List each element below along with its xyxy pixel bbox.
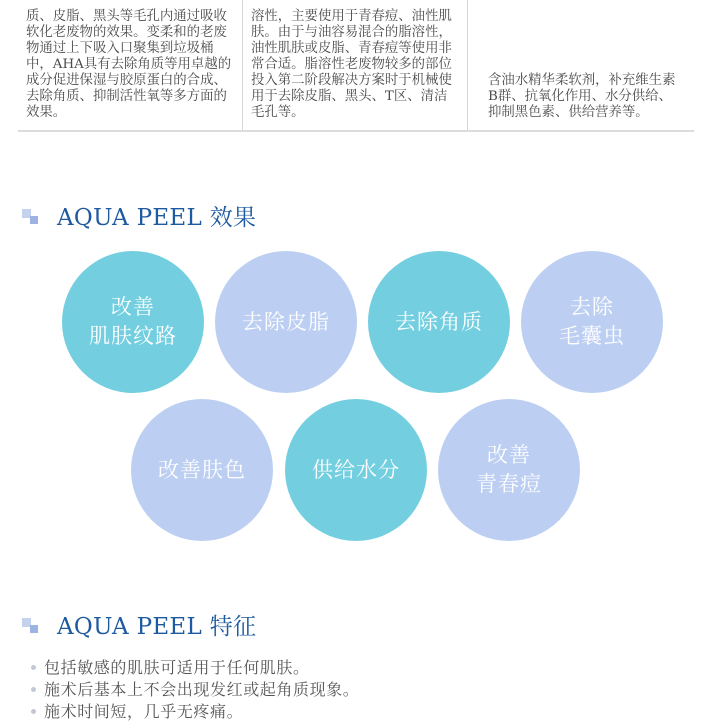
ingredient-table xyxy=(18,0,694,132)
effect-label: 去除皮脂 xyxy=(242,309,330,334)
table-cell-serum xyxy=(468,0,694,130)
effect-circle-hydration xyxy=(285,399,427,541)
table-cell-text: 含油水精华柔软剂，补充维生素B群、抗氧化作用、水分供给、抑制黑色素、供给营养等。 xyxy=(488,73,676,120)
features-section-header xyxy=(22,608,256,641)
effect-label: 去除角质 xyxy=(395,309,483,334)
effects-section-header xyxy=(22,199,256,232)
effect-circle-skin-tone xyxy=(131,399,273,541)
table-cell-aha xyxy=(18,0,243,130)
list-item: 施术时间短，几乎无疼痛。 xyxy=(30,701,359,723)
square-bullet-icon xyxy=(22,616,40,634)
features-title: AQUA PEEL 特征 xyxy=(57,614,257,640)
effect-label: 供给水分 xyxy=(312,457,400,482)
effect-label: 改善 肌肤纹路 xyxy=(89,295,177,348)
effects-title: AQUA PEEL 效果 xyxy=(57,205,257,231)
list-item: 包括敏感的肌肤可适用于任何肌肤。 xyxy=(30,657,359,679)
square-bullet-icon xyxy=(22,207,40,225)
effect-circle-demodex xyxy=(521,251,663,393)
table-cell-text: 质、皮脂、黑头等毛孔内通过吸收软化老废物的效果。变柔和的老废物通过上下吸入口聚集到垃圾桶中，AHA具有去除角质等用卓越的成分促进保湿与胶原蛋白的合成、去除角质、抑制活性氧等多方面的效果。 xyxy=(26,9,232,120)
effect-label: 改善肤色 xyxy=(158,457,246,482)
effect-circle-texture xyxy=(62,251,204,393)
features-list xyxy=(30,657,359,723)
table-cell-bha xyxy=(243,0,468,130)
effect-circle-acne xyxy=(438,399,580,541)
effect-label: 去除 毛囊虫 xyxy=(559,295,625,348)
effect-label: 改善 青春痘 xyxy=(476,443,542,496)
effect-circle-exfoliate xyxy=(368,251,510,393)
effect-circle-sebum xyxy=(215,251,357,393)
list-item: 施术后基本上不会出现发红或起角质现象。 xyxy=(30,679,359,701)
table-cell-text: 溶性，主要使用于青春痘、油性肌肤。由于与油容易混合的脂溶性，油性肌肤或皮脂、青春痘等使用非常合适。脂溶性老废物较多的部位投入第二阶段解决方案时于机械使用于去除皮脂、黑头、T区、清洁毛孔等。 xyxy=(251,9,452,120)
